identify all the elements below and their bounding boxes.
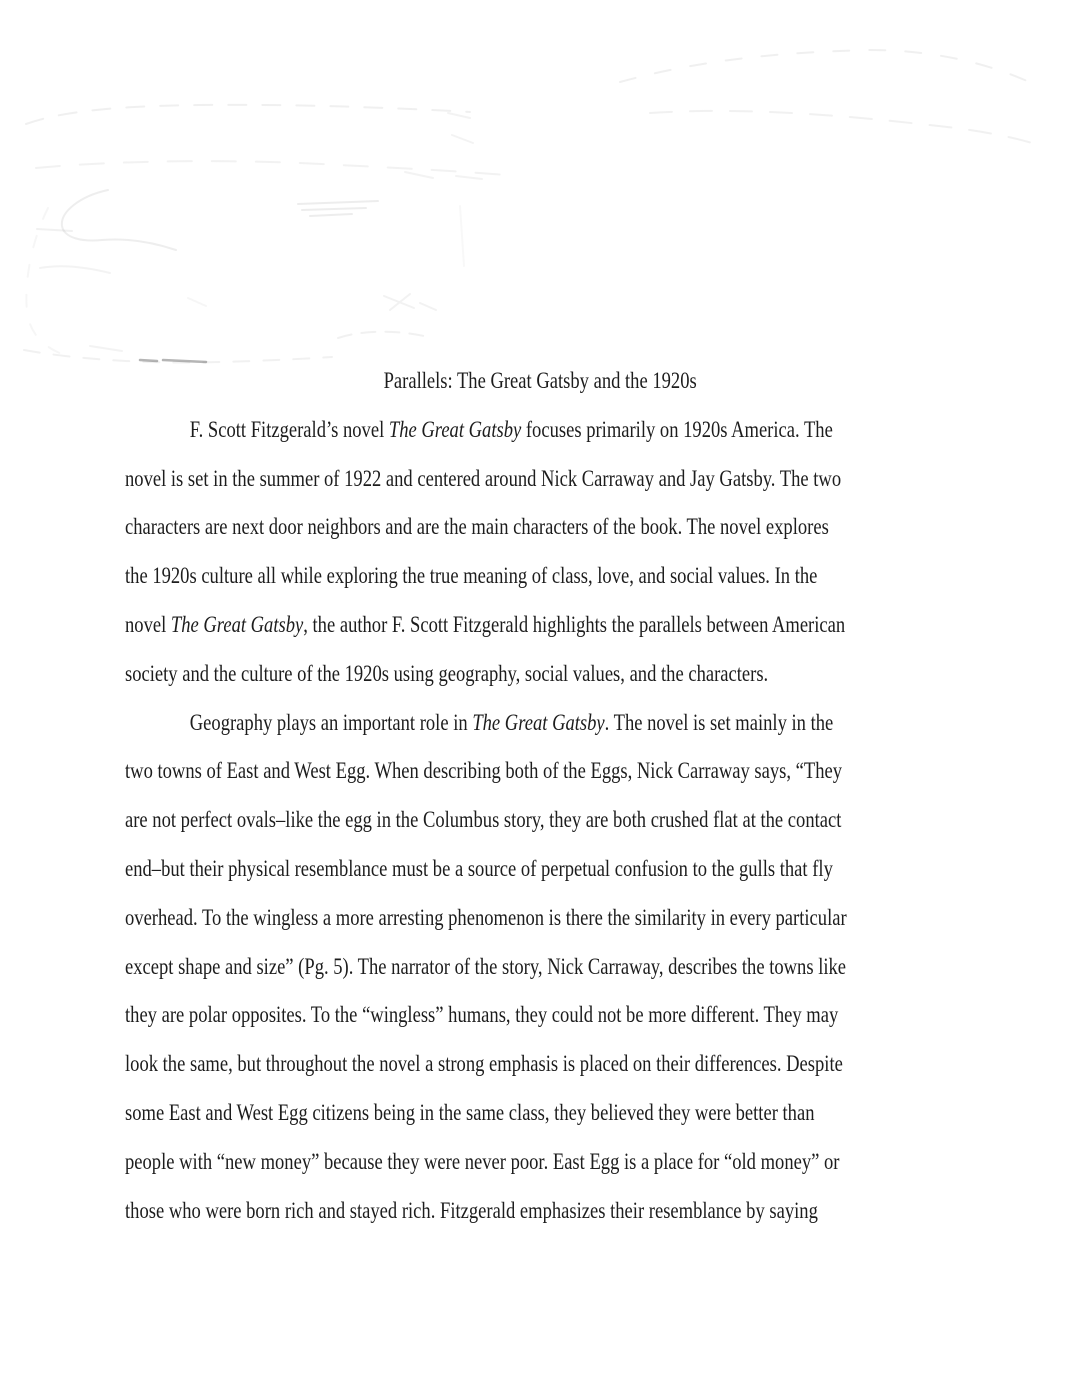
text-line	[125, 747, 955, 796]
document-text	[125, 357, 955, 1235]
text-line	[125, 1187, 955, 1236]
text-segment: are not perfect ovals–like the egg in the Columbus story, they are both crushed flat at the contact	[125, 807, 842, 834]
text-segment: F. Scott Fitzgerald’s novel	[189, 416, 389, 443]
text-segment: those who were born rich and stayed rich. Fitzgerald emphasizes their resemblance by saying	[125, 1197, 818, 1224]
book-title-italic: The Great Gatsby	[170, 611, 304, 638]
text-segment: novel	[125, 611, 171, 638]
text-line	[125, 699, 955, 748]
text-line	[125, 943, 955, 992]
text-segment: . The novel is set mainly in the	[604, 709, 834, 736]
text-segment: they are polar opposites. To the “wingless” humans, they could not be more different. They may	[125, 1002, 839, 1029]
text-segment: overhead. To the wingless a more arresting phenomenon is there the similarity in every particular	[125, 904, 847, 931]
text-segment: focuses primarily on 1920s America. The	[521, 416, 833, 443]
text-line	[125, 406, 955, 455]
text-segment: end–but their physical resemblance must be a source of perpetual confusion to the gulls that fly	[125, 855, 833, 882]
book-title-italic: The Great Gatsby	[472, 709, 605, 736]
text-segment: Geography plays an important role in	[189, 709, 473, 736]
text-line	[125, 1089, 955, 1138]
text-line	[125, 1040, 955, 1089]
text-segment: society and the culture of the 1920s using geography, social values, and the characters.	[125, 660, 769, 687]
text-line	[125, 845, 955, 894]
text-line	[125, 1138, 955, 1187]
document-title: Parallels: The Great Gatsby and the 1920s	[383, 368, 697, 394]
text-segment: people with “new money” because they were never poor. East Egg is a place for “old money” or	[125, 1148, 840, 1175]
text-line	[125, 796, 955, 845]
text-segment: look the same, but throughout the novel a strong emphasis is placed on their differences. Despite	[125, 1051, 843, 1078]
scan-smudge-marks	[0, 0, 1080, 380]
text-line	[125, 991, 955, 1040]
text-line	[125, 650, 955, 699]
text-line	[125, 894, 955, 943]
text-line	[125, 601, 955, 650]
text-line	[125, 552, 955, 601]
text-segment: some East and West Egg citizens being in the same class, they believed they were better than	[125, 1099, 815, 1126]
text-segment: , the author F. Scott Fitzgerald highlights the parallels between American	[303, 611, 846, 638]
text-segment: characters are next door neighbors and are the main characters of the book. The novel explores	[125, 514, 829, 541]
text-segment: the 1920s culture all while exploring the true meaning of class, love, and social values. In the	[125, 563, 818, 590]
text-line	[125, 503, 955, 552]
text-segment: two towns of East and West Egg. When describing both of the Eggs, Nick Carraway says, “They	[125, 758, 843, 785]
book-title-italic: The Great Gatsby	[388, 416, 522, 443]
text-line	[125, 455, 955, 504]
text-segment: novel is set in the summer of 1922 and centered around Nick Carraway and Jay Gatsby. The two	[125, 465, 842, 492]
text-segment: except shape and size” (Pg. 5). The narrator of the story, Nick Carraway, describes the towns like	[125, 953, 847, 980]
